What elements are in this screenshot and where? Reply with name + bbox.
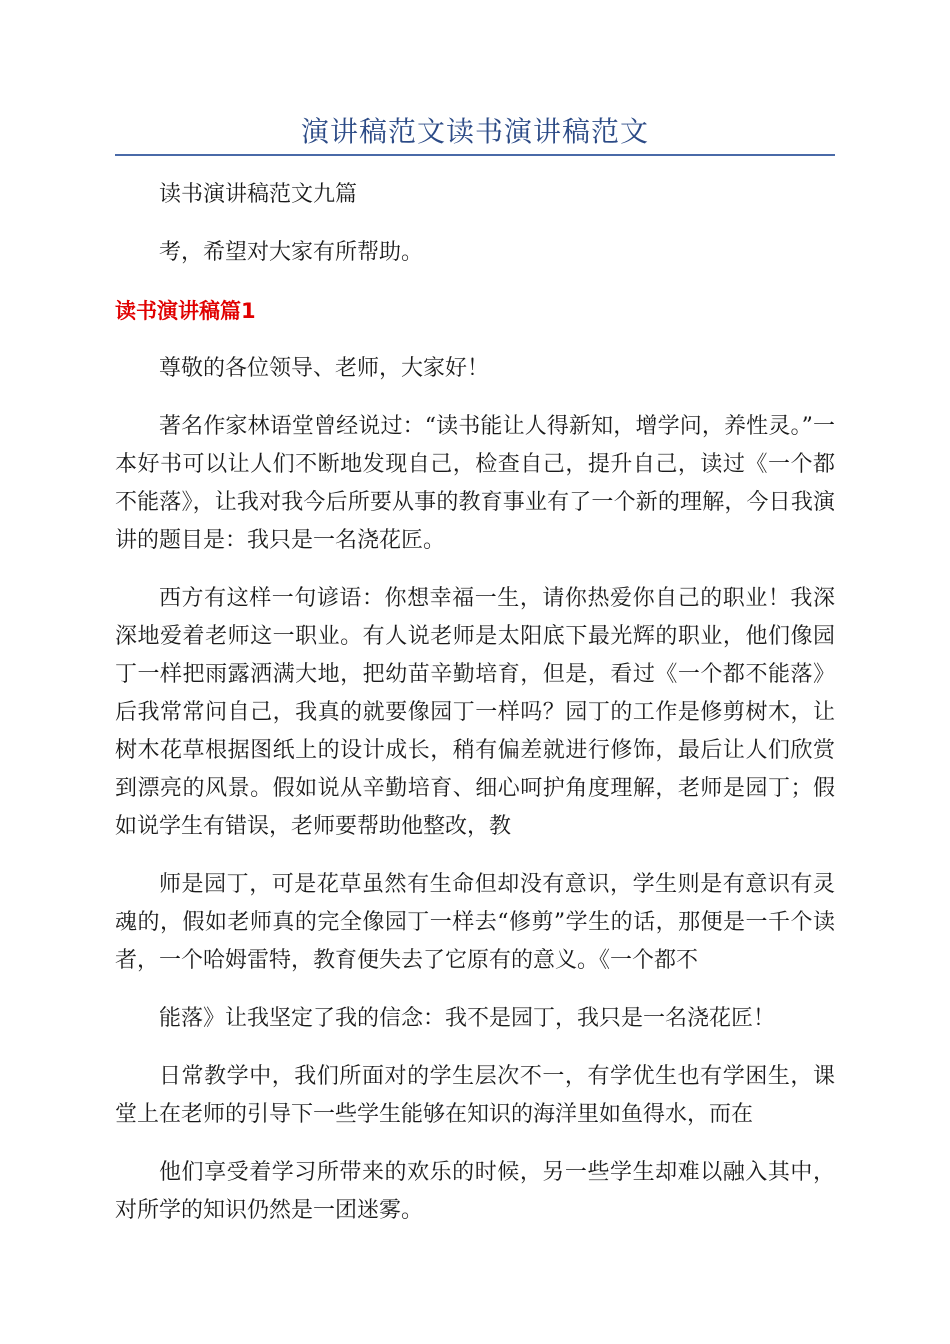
body-paragraph: 日常教学中，我们所面对的学生层次不一，有学优生也有学困生，课堂上在老师的引导下一些学生能够在知识的海洋里如鱼得水，而在 xyxy=(115,1064,835,1127)
intro-line: 读书演讲稿范文九篇 xyxy=(159,182,358,207)
body-paragraph: 他们享受着学习所带来的欢乐的时候，另一些学生却难以融入其中，对所学的知识仍然是一团迷雾。 xyxy=(115,1160,835,1223)
section-heading: 读书演讲稿篇1 xyxy=(115,299,256,323)
body-paragraph: 著名作家林语堂曾经说过：“读书能让人得新知，增学问，养性灵。”一本好书可以让人们不断地发现自己，检查自己，提升自己，读过《一个都不能落》，让我对我今后所要从事的教育事业有了一个新的理解，今日我演讲的题目是：我只是一名浇花匠。 xyxy=(115,414,835,553)
body-paragraph: 能落》让我坚定了我的信念：我不是园丁，我只是一名浇花匠！ xyxy=(159,1006,776,1031)
document-body xyxy=(115,176,835,1250)
intro-line: 考，希望对大家有所帮助。 xyxy=(159,240,424,265)
body-paragraph: 尊敬的各位领导、老师，大家好！ xyxy=(159,356,490,381)
body-paragraph: 西方有这样一句谚语：你想幸福一生，请你热爱你自己的职业！我深深地爱着老师这一职业。有人说老师是太阳底下最光辉的职业，他们像园丁一样把雨露洒满大地，把幼苗辛勤培育，但是，看过《一个都不能落》后我常常问自己，我真的就要像园丁一样吗？园丁的工作是修剪树木，让树木花草根据图纸上的设计成长，稍有偏差就进行修饰，最后让人们欣赏到漂亮的风景。假如说从辛勤培育、细心呵护角度理解，老师是园丁；假如说学生有错误，老师要帮助他整改，教 xyxy=(115,586,835,839)
body-paragraph: 师是园丁，可是花草虽然有生命但却没有意识，学生则是有意识有灵魂的，假如老师真的完全像园丁一样去“修剪”学生的话，那便是一千个读者，一个哈姆雷特，教育便失去了它原有的意义。《一个都不 xyxy=(115,872,835,973)
title-divider xyxy=(115,154,835,156)
page-title: 演讲稿范文读书演讲稿范文 xyxy=(300,115,649,148)
